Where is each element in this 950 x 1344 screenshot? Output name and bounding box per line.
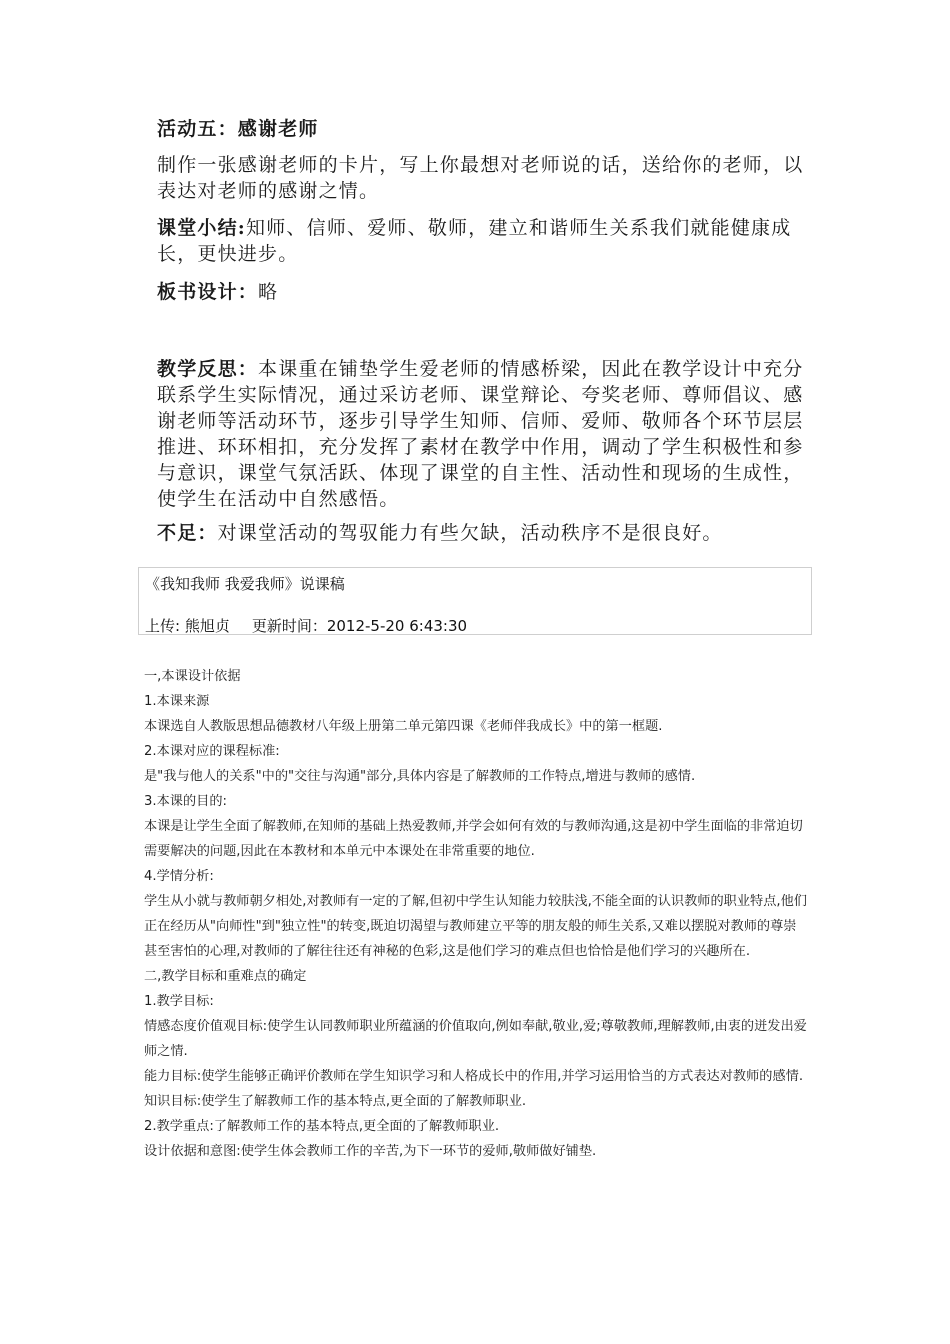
body-line: 二,教学目标和重难点的确定 bbox=[144, 969, 307, 984]
body-line: 能力目标:使学生能够正确评价教师在学生知识学习和人格成长中的作用,并学习运用恰当的方式表达对教师的感情. bbox=[144, 1069, 804, 1084]
body-line: 2.本课对应的课程标准: bbox=[144, 744, 280, 759]
body-line: 2.教学重点:了解教师工作的基本特点,更全面的了解教师职业. bbox=[144, 1119, 500, 1134]
article-title: 《我知我师 我爱我师》说课稿 bbox=[145, 575, 345, 593]
body-line: 1.本课来源 bbox=[144, 694, 210, 709]
body-line: 4.学情分析: bbox=[144, 869, 214, 884]
activity-five-text: 制作一张感谢老师的卡片，写上你最想对老师说的话，送给你的老师，以表达对老师的感谢之情。 bbox=[157, 154, 804, 202]
body-line: 学生从小就与教师朝夕相处,对教师有一定的了解,但初中学生认知能力较肤浅,不能全面的认识教师的职业特点,他们正在经历从"向师性"到"独立性"的转变,既迫切渴望与教师建立平等的朋友般的师生关系,又难以摆脱对教师的尊崇甚至害怕的心理,对教师的了解往往还有神秘的色彩,这是他们学习的难点但也恰恰是他们学习的兴趣所在. bbox=[144, 894, 807, 959]
shortcomings-label: 不足： bbox=[157, 522, 218, 544]
class-summary bbox=[157, 215, 807, 267]
lesson-plan-section bbox=[157, 116, 807, 546]
class-summary-label: 课堂小结: bbox=[157, 217, 247, 239]
activity-five-heading: 活动五：感谢老师 bbox=[157, 118, 319, 140]
body-line: 3.本课的目的: bbox=[144, 794, 227, 809]
shortcomings bbox=[157, 520, 807, 546]
article-header-box bbox=[138, 567, 812, 635]
body-line: 是"我与他人的关系"中的"交往与沟通"部分,具体内容是了解教师的工作特点,增进与教师的感情. bbox=[144, 769, 696, 784]
article-uploader: 上传: 熊旭贞 bbox=[145, 617, 230, 635]
teaching-reflection-label: 教学反思： bbox=[157, 358, 259, 380]
teaching-reflection-text: 本课重在铺垫学生爱老师的情感桥梁，因此在教学设计中充分联系学生实际情况，通过采访老师、课堂辩论、夸奖老师、尊师倡议、感谢老师等活动环节，逐步引导学生知师、信师、爱师、敬师各个环节层层推进、环环相扣，充分发挥了素材在教学中作用，调动了学生积极性和参与意识，课堂气氛活跃、体现了课堂的自主性、活动性和现场的生成性，使学生在活动中自然感悟。 bbox=[157, 358, 804, 510]
body-line: 情感态度价值观目标:使学生认同教师职业所蕴涵的价值取向,例如奉献,敬业,爱;尊敬教师,理解教师,由衷的迸发出爱师之情. bbox=[144, 1019, 807, 1059]
article-updated-time: 更新时间：2012-5-20 6:43:30 bbox=[251, 617, 468, 635]
board-design bbox=[157, 279, 807, 305]
board-design-text: 略 bbox=[258, 281, 279, 303]
class-summary-text: 知师、信师、爱师、敬师，建立和谐师生关系我们就能健康成长，更快进步。 bbox=[157, 217, 792, 265]
body-line: 一,本课设计依据 bbox=[144, 669, 241, 684]
article-meta bbox=[145, 615, 467, 636]
board-design-label: 板书设计： bbox=[157, 281, 259, 303]
body-line: 设计依据和意图:使学生体会教师工作的辛苦,为下一环节的爱师,敬师做好铺垫. bbox=[144, 1144, 597, 1159]
teaching-reflection bbox=[157, 356, 807, 512]
shortcomings-text: 对课堂活动的驾驭能力有些欠缺，活动秩序不是很良好。 bbox=[217, 522, 723, 544]
article-body bbox=[144, 664, 809, 1164]
body-line: 1.教学目标: bbox=[144, 994, 214, 1009]
body-line: 本课选自人教版思想品德教材八年级上册第二单元第四课《老师伴我成长》中的第一框题. bbox=[144, 719, 663, 734]
body-line: 知识目标:使学生了解教师工作的基本特点,更全面的了解教师职业. bbox=[144, 1094, 527, 1109]
body-line: 本课是让学生全面了解教师,在知师的基础上热爱教师,并学会如何有效的与教师沟通,这是初中学生面临的非常迫切需要解决的问题,因此在本教材和本单元中本课处在非常重要的地位. bbox=[144, 819, 803, 859]
